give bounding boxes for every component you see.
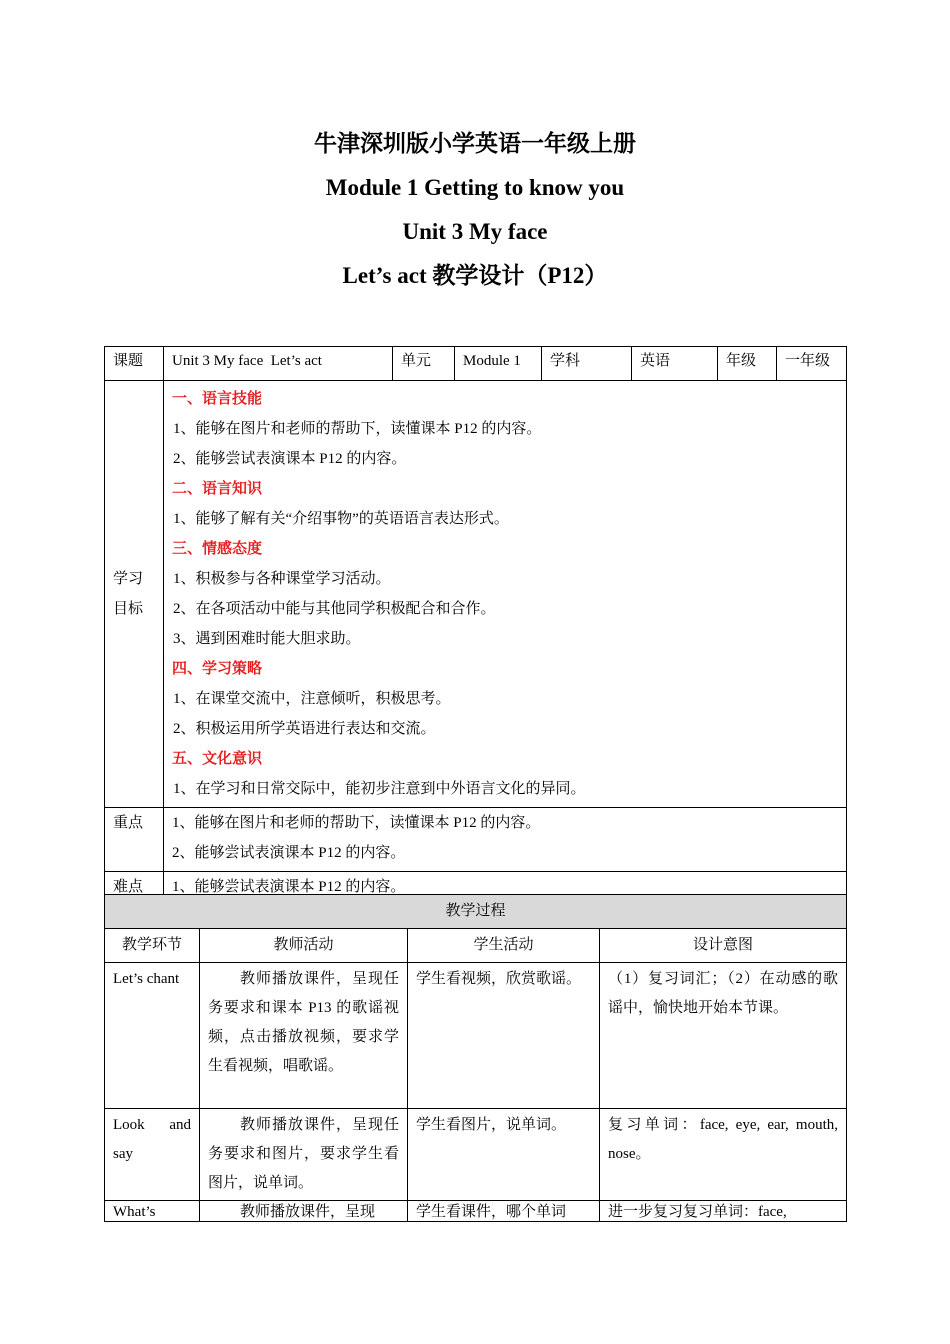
- title-line-1: 牛津深圳版小学英语一年级上册: [314, 131, 636, 156]
- objective-item: 2、能够尝试表演课本 P12 的内容。: [173, 451, 407, 467]
- objectives-label-line1: 学习: [113, 571, 144, 587]
- key-points-row: [105, 808, 847, 872]
- header-teacher: 教师活动: [200, 929, 408, 963]
- process-stage: Let’s chant: [105, 963, 200, 1109]
- process-teacher-activity: 教师播放课件，呈现任务要求和图片，要求学生看图片，说单词。: [200, 1109, 408, 1201]
- process-teacher-activity: 教师播放课件，呈现: [200, 1201, 408, 1222]
- topic-value: Unit 3 My face Let’s act: [164, 347, 393, 381]
- title-line-2: Module 1 Getting to know you: [325, 175, 625, 200]
- unit-label: 单元: [393, 347, 455, 381]
- grade-label: 年级: [718, 347, 777, 381]
- lesson-info-table: [104, 346, 847, 906]
- objectives-label-line2: 目标: [113, 601, 144, 617]
- objective-item: 2、积极运用所学英语进行表达和交流。: [173, 721, 436, 737]
- process-row: [105, 1201, 847, 1222]
- topic-label: 课题: [105, 347, 164, 381]
- objective-item: 1、能够了解有关“介绍事物”的英语语言表达形式。: [173, 511, 509, 527]
- difficult-point-item: 1、能够尝试表演课本 P12 的内容。: [172, 879, 406, 895]
- objectives-label: [105, 381, 164, 808]
- objective-item: 1、在课堂交流中，注意倾听，积极思考。: [173, 691, 451, 707]
- process-student-activity: 学生看课件，哪个单词: [408, 1201, 600, 1222]
- objective-heading: 二、语言知识: [172, 481, 263, 497]
- objectives-content: [164, 381, 847, 808]
- key-point-item: 1、能够在图片和老师的帮助下，读懂课本 P12 的内容。: [172, 815, 541, 831]
- objective-item: 3、遇到困难时能大胆求助。: [173, 631, 361, 647]
- objective-heading: 四、学习策略: [172, 661, 263, 677]
- subject-label: 学科: [542, 347, 632, 381]
- info-row: [105, 347, 847, 381]
- process-design-intent: （1）复习词汇；（2）在动感的歌谣中，愉快地开始本节课。: [600, 963, 847, 1109]
- objective-item: 1、在学习和日常交际中，能初步注意到中外语言文化的异同。: [173, 781, 586, 797]
- objective-item: 1、积极参与各种课堂学习活动。: [173, 571, 391, 587]
- title-line-4: Let’s act 教学设计（P12）: [342, 263, 608, 288]
- objective-item: 2、在各项活动中能与其他同学积极配合和合作。: [173, 601, 496, 617]
- objective-heading: 一、语言技能: [172, 391, 263, 407]
- objective-heading: 五、文化意识: [172, 751, 263, 767]
- process-title: 教学过程: [105, 895, 847, 929]
- process-design-intent: 复习单词：face, eye, ear, mouth, nose。: [600, 1109, 847, 1201]
- process-title-row: [105, 895, 847, 929]
- objective-item: 1、能够在图片和老师的帮助下，读懂课本 P12 的内容。: [173, 421, 542, 437]
- key-points-content: [164, 808, 847, 872]
- objectives-row: [105, 381, 847, 808]
- process-row: [105, 1109, 847, 1201]
- unit-value: Module 1: [455, 347, 542, 381]
- process-student-activity: 学生看图片，说单词。: [408, 1109, 600, 1201]
- header-intent: 设计意图: [600, 929, 847, 963]
- objective-heading: 三、情感态度: [172, 541, 263, 557]
- header-stage: 教学环节: [105, 929, 200, 963]
- process-stage: Look and say: [105, 1109, 200, 1201]
- header-student: 学生活动: [408, 929, 600, 963]
- process-design-intent: 进一步复习复习单词：face,: [600, 1201, 847, 1222]
- process-teacher-activity: 教师播放课件，呈现任务要求和课本 P13 的歌谣视频，点击播放视频，要求学生看视频，唱歌谣。: [200, 963, 408, 1109]
- teaching-process-table: [104, 894, 847, 1222]
- key-point-item: 2、能够尝试表演课本 P12 的内容。: [172, 845, 406, 861]
- subject-value: 英语: [632, 347, 718, 381]
- title-block: [0, 122, 950, 298]
- difficult-points-label: 难点: [105, 872, 164, 906]
- key-points-label: 重点: [105, 808, 164, 872]
- process-row: [105, 963, 847, 1109]
- process-student-activity: 学生看视频，欣赏歌谣。: [408, 963, 600, 1109]
- process-header-row: [105, 929, 847, 963]
- process-stage: What’s: [105, 1201, 200, 1222]
- grade-value: 一年级: [777, 347, 847, 381]
- title-line-3: Unit 3 My face: [402, 219, 548, 244]
